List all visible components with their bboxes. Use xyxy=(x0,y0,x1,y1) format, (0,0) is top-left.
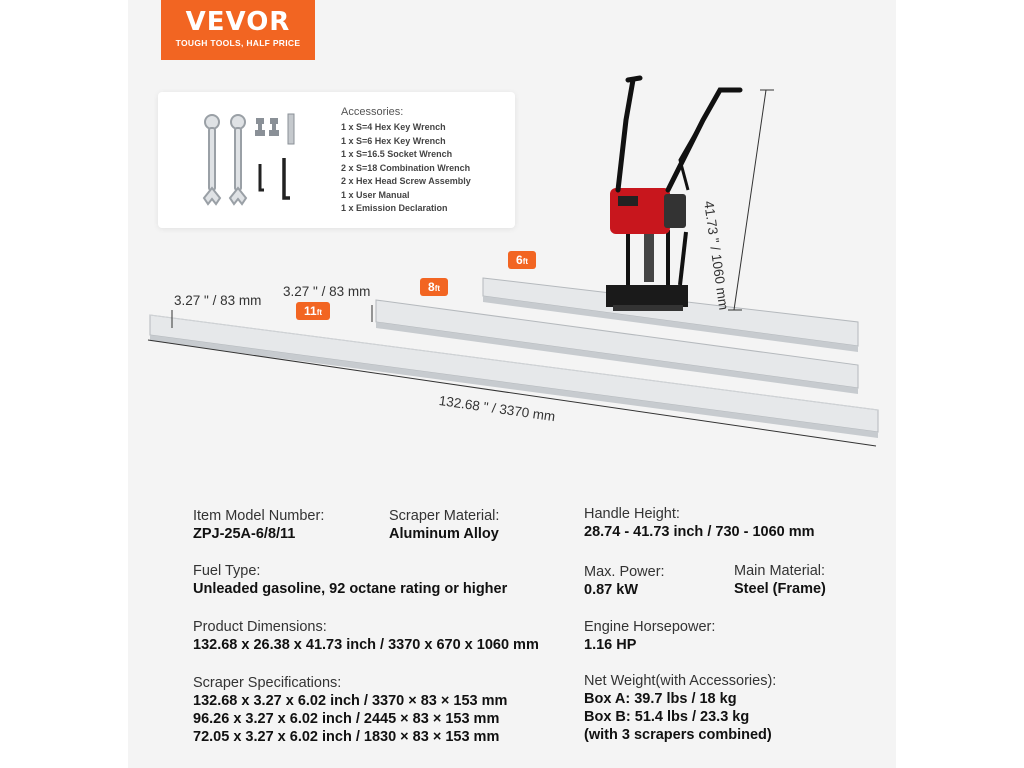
accessory-item: 1 x S=6 Hex Key Wrench xyxy=(341,135,446,146)
accessory-item: 1 x S=16.5 Socket Wrench xyxy=(341,149,453,159)
badge-11ft: 11ft xyxy=(296,302,330,320)
spec-net-weight: Net Weight(with Accessories): Box A: 39.7 lbs / 18 kg Box B: 51.4 lbs / 23.3 kg (with 3 scrapers combined) xyxy=(584,673,777,743)
blade-height-label-top: 3.27 " / 83 mm xyxy=(283,284,371,299)
badge-6ft: 6ft xyxy=(508,251,536,269)
accessory-item: 1 x Emission Declaration xyxy=(341,203,448,213)
length-dimension-label: 132.68 " / 3370 mm xyxy=(437,393,557,425)
spec-scraper-material: Scraper Material: Aluminum Alloy xyxy=(389,508,500,542)
accessory-item: 1 x User Manual xyxy=(341,189,410,200)
badge-8ft: 8ft xyxy=(420,278,448,296)
accessory-item: 2 x S=18 Combination Wrench xyxy=(341,162,471,173)
spec-scraper-specifications: Scraper Specifications: 132.68 x 3.27 x 6.02 inch / 3370 × 83 × 153 mm 96.26 x 3.27 x 6.02 inch / 2445 × 83 × 153 mm 72.05 x 3.27 x 6.02 inch / 1830 × 83 × 153 mm xyxy=(193,675,508,745)
vevor-logo xyxy=(161,0,315,60)
accessory-item: 2 x Hex Head Screw Assembly xyxy=(341,176,471,186)
height-dimension-label: 41.73 " / 1060 mm xyxy=(701,200,732,311)
spec-handle-height: Handle Height: 28.74 - 41.73 inch / 730 - 1060 mm xyxy=(584,506,815,540)
spec-engine-horsepower: Engine Horsepower: 1.16 HP xyxy=(584,619,716,653)
spec-product-dimensions: Product Dimensions: 132.68 x 26.38 x 41.73 inch / 3370 x 670 x 1060 mm xyxy=(193,619,539,653)
spec-main-material: Main Material: Steel (Frame) xyxy=(734,563,826,597)
spec-max-power: Max. Power: 0.87 kW xyxy=(584,564,665,598)
brand-name: VEVOR xyxy=(185,7,291,37)
blade-height-label-left: 3.27 " / 83 mm xyxy=(174,293,262,308)
accessory-item: 1 x S=4 Hex Key Wrench xyxy=(341,122,446,132)
spec-model: Item Model Number: ZPJ-25A-6/8/11 xyxy=(193,508,325,542)
accessories-title: Accessories: xyxy=(341,106,404,118)
brand-tagline: TOUGH TOOLS, HALF PRICE xyxy=(175,38,301,48)
spec-fuel-type: Fuel Type: Unleaded gasoline, 92 octane rating or higher xyxy=(193,563,508,597)
product-canvas xyxy=(128,0,896,768)
